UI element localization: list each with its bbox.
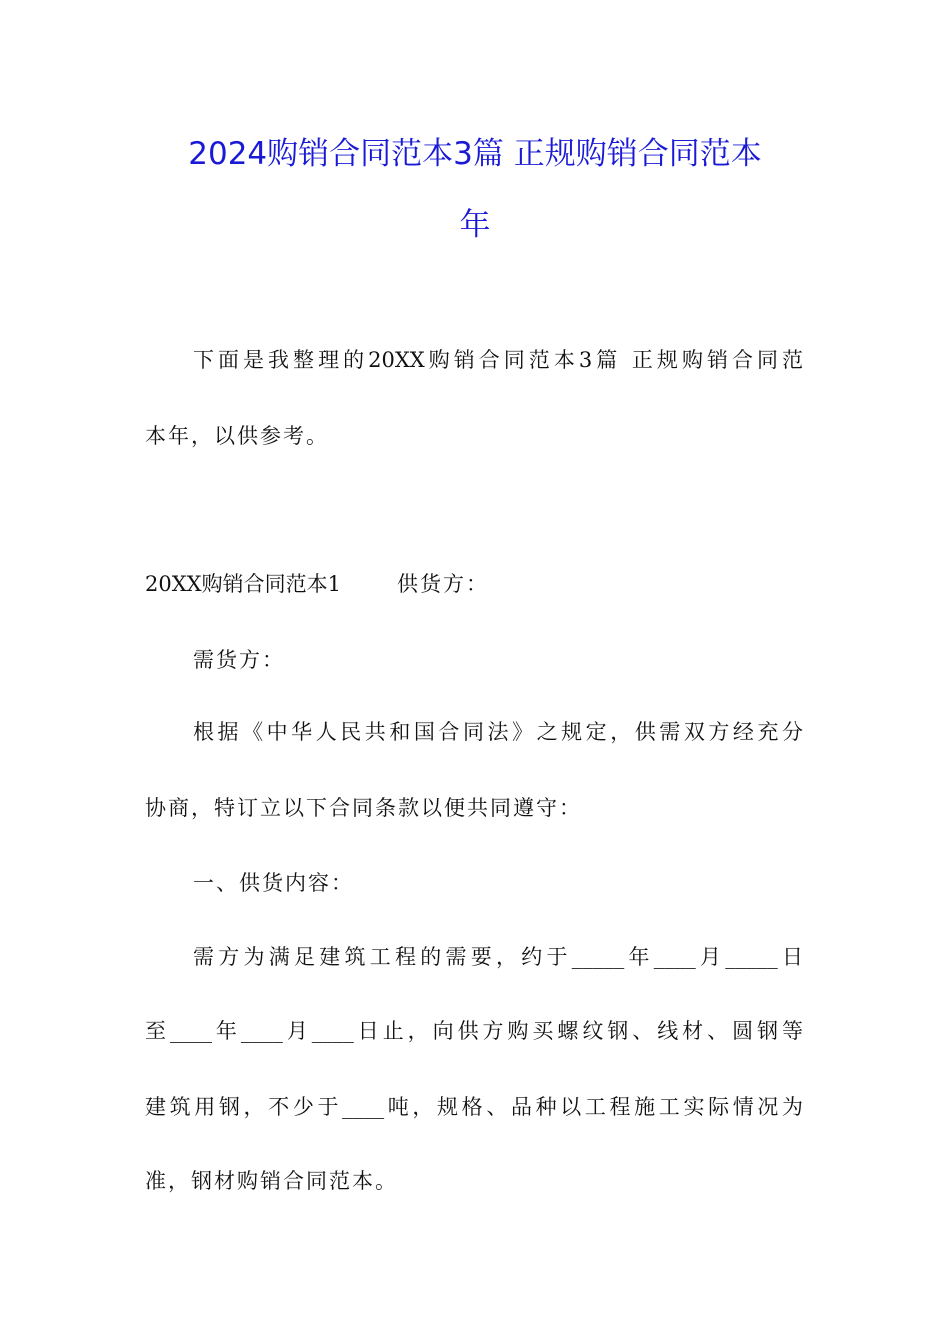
section-heading-row bbox=[145, 569, 489, 599]
clause-1-line-4: 准，钢材购销合同范本。 bbox=[145, 1169, 398, 1193]
intro-paragraph-line-1: 下面是我整理的20XX购销合同范本3篇 正规购销合同范 bbox=[193, 348, 804, 372]
section-heading: 20XX购销合同范本1 bbox=[145, 572, 341, 596]
preamble-line-2: 协商，特订立以下合同条款以便共同遵守： bbox=[145, 796, 582, 820]
document-title-line-2: 年 bbox=[459, 207, 491, 243]
clause-1-heading: 一、供货内容： bbox=[193, 871, 354, 895]
intro-paragraph-line-2: 本年，以供参考。 bbox=[145, 424, 329, 448]
clause-1-line-3: 建筑用钢，不少于____吨，规格、品种以工程施工实际情况为 bbox=[145, 1095, 803, 1119]
clause-1-line-2: 至____年____月____日止，向供方购买螺纹钢、线材、圆钢等 bbox=[145, 1019, 803, 1043]
supplier-label: 供货方： bbox=[396, 572, 489, 596]
preamble-line-1: 根据《中华人民共和国合同法》之规定，供需双方经充分 bbox=[193, 720, 803, 744]
buyer-label: 需货方： bbox=[193, 648, 285, 672]
clause-1-line-1: 需方为满足建筑工程的需要，约于_____年____月_____日 bbox=[193, 945, 803, 969]
document-title-line-1: 2024购销合同范本3篇 正规购销合同范本 bbox=[188, 136, 762, 172]
